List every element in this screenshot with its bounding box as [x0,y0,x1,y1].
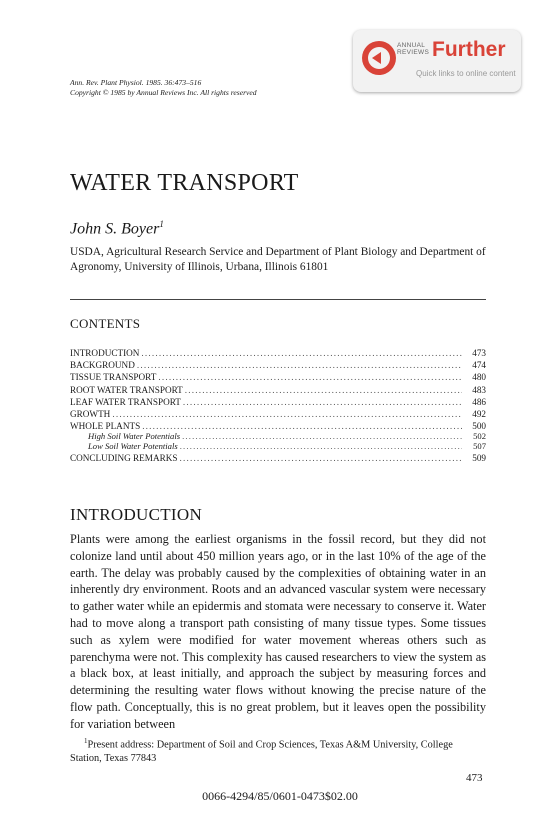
toc-subentry-label: High Soil Water Potentials [88,431,181,442]
author-line [70,219,164,238]
toc-entry-label: WHOLE PLANTS [70,421,141,432]
author-affiliation: USDA, Agricultural Research Service and Department of Plant Biology and Department of Agronomy, University of Illinois, Urbana, Illinois 61801 [70,246,486,273]
footnote-mark: 1 [84,737,88,745]
toc-entry[interactable] [70,347,486,359]
annual-reviews-wordmark: ANNUAL REVIEWS [397,42,430,56]
introduction-heading: INTRODUCTION [70,505,203,524]
toc-entry[interactable] [70,359,486,371]
toc-entry-label: BACKGROUND [70,360,135,371]
table-of-contents [70,347,486,464]
toc-entry-page: 492 [472,408,486,419]
quick-links-tagline: Quick links to online content [416,69,516,78]
toc-entry[interactable] [70,452,486,464]
article-code: 0066-4294/85/0601-0473$02.00 [202,789,358,803]
contents-heading: CONTENTS [70,316,141,331]
article-title: WATER TRANSPORT [70,170,299,196]
toc-subentry-label: Low Soil Water Potentials [88,440,178,451]
toc-entry[interactable] [70,408,486,420]
toc-entry-page: 473 [472,348,486,358]
toc-entry-label: ROOT WATER TRANSPORT [70,384,183,395]
toc-entry-page: 486 [472,396,486,407]
toc-entry-label: LEAF WATER TRANSPORT [70,396,181,407]
toc-entry-label: TISSUE TRANSPORT [70,372,157,383]
toc-subentry[interactable] [70,442,486,452]
toc-entry-page: 500 [472,421,486,432]
toc-entry[interactable] [70,396,486,408]
section-divider [70,299,486,300]
toc-entry[interactable] [70,384,486,396]
toc-entry-label: INTRODUCTION [70,348,140,358]
introduction-paragraph: Plants were among the earliest organisms in the fossil record, but they did not colonize land until about 450 million years ago, or in the last 10% of the age of the earth. The delay was probably caused by the complexities of obtaining water in an inherently dry environment. Roots and an advanced vascular system were necessary to gather water while an epidermis and stomata were necessary to conserve it. Water had to move along a transport path consisting of many tissue types. Some tissues such as xylem were modified for water movement whereas others such as parenchyma were not. This complexity has caused researchers to view the system as a black box, at least initially, and approach the subject by measuring forces and determining the resulting water flows without knowing the precise nature of the flow path. Conceptually, this is no great problem, but it leaves open the possibility for variation between [70,532,486,731]
copyright-notice: Copyright © 1985 by Annual Reviews Inc. All rights reserved [70,88,257,97]
toc-entry-label: GROWTH [70,408,111,419]
toc-entry-label: CONCLUDING REMARKS [70,452,178,463]
annual-reviews-logo-icon [362,41,396,75]
footnote-text: Present address: Department of Soil and Crop Sciences, Texas A&M University, College Station, Texas 77843 [70,739,453,765]
toc-entry-page: 480 [472,372,486,383]
further-label: Further [432,38,506,61]
toc-subentry-page: 507 [473,440,486,451]
toc-subentry-page: 502 [473,431,486,442]
toc-entry[interactable] [70,371,486,383]
author-name: John S. Boyer [70,220,160,238]
footnote [70,734,486,766]
journal-citation-block [70,78,257,98]
toc-entry-page: 483 [472,384,486,395]
toc-entry-page: 474 [472,360,486,371]
page-number: 473 [466,772,483,784]
author-footnote-mark: 1 [159,219,164,229]
toc-entry-page: 509 [472,452,486,463]
annual-reviews-further-badge[interactable] [353,30,521,92]
journal-citation: Ann. Rev. Plant Physiol. 1985. 36:473–516 [70,78,202,87]
